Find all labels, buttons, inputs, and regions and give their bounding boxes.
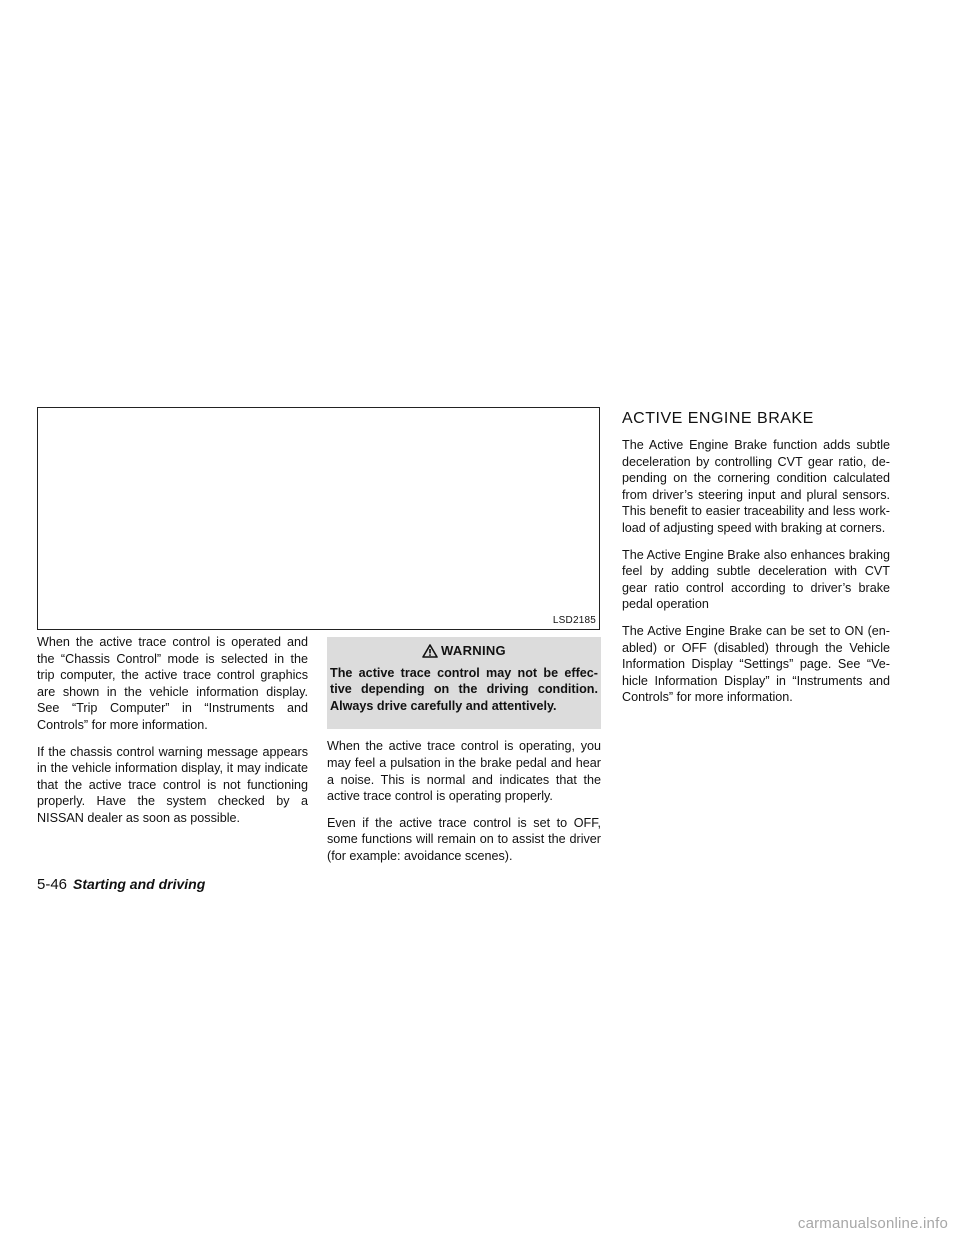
figure-placeholder [37,407,600,630]
warning-box [327,637,601,729]
section-heading: ACTIVE ENGINE BRAKE [622,410,814,427]
left-column [37,634,308,837]
page-footer [37,876,205,893]
paragraph: Even if the active trace control is set to OFF, some functions will remain on to assist the driver (for example: avoidance scenes). [327,815,601,863]
paragraph: The Active Engine Brake can be set to ON (en- abled) or OFF (disabled) through the Vehicle Information Display “Settings” page. See “Ve- hicle Information Display” in “Instruments and Controls” for more information. [622,623,890,705]
paragraph: When the active trace control is operated and the “Chassis Control” mode is selected in the trip computer, the active trace control graphics are shown in the vehicle information display. See “Trip Computer” in “Instruments and Controls” for more information. [37,635,308,732]
paragraph: The Active Engine Brake function adds subtle deceleration by controlling CVT gear ratio, de- pending on the cornering condition calculated from driver’s steering input and plural sensors. This benefit to easier traceability and less work- load of adjusting speed with braking at corners. [622,438,890,535]
watermark: carmanualsonline.info [797,1215,948,1232]
paragraph: If the chassis control warning message appears in the vehicle information display, it may indicate that the active trace control is not functioning properly. Have the system checked by a NISSAN dealer as soon as possible. [37,744,308,825]
warning-header [330,643,598,660]
chapter-title: Starting and driving [73,876,206,892]
middle-column [327,634,601,875]
warning-text: The active trace control may not be effec- tive depending on the driving condition. Always drive carefully and attentively. [330,665,598,713]
warning-title: WARNING [441,643,506,658]
right-column [622,407,890,716]
page-number: 5-46 [37,876,68,893]
paragraph: The Active Engine Brake also enhances braking feel by adding subtle deceleration with CVT gear ratio control according to driver’s brake pedal operation [622,547,890,612]
figure-code: LSD2185 [552,615,596,626]
paragraph: When the active trace control is operating, you may feel a pulsation in the brake pedal and hear a noise. This is normal and indicates that the active trace control is operating properly. [327,739,601,804]
warning-triangle-icon [422,644,438,658]
